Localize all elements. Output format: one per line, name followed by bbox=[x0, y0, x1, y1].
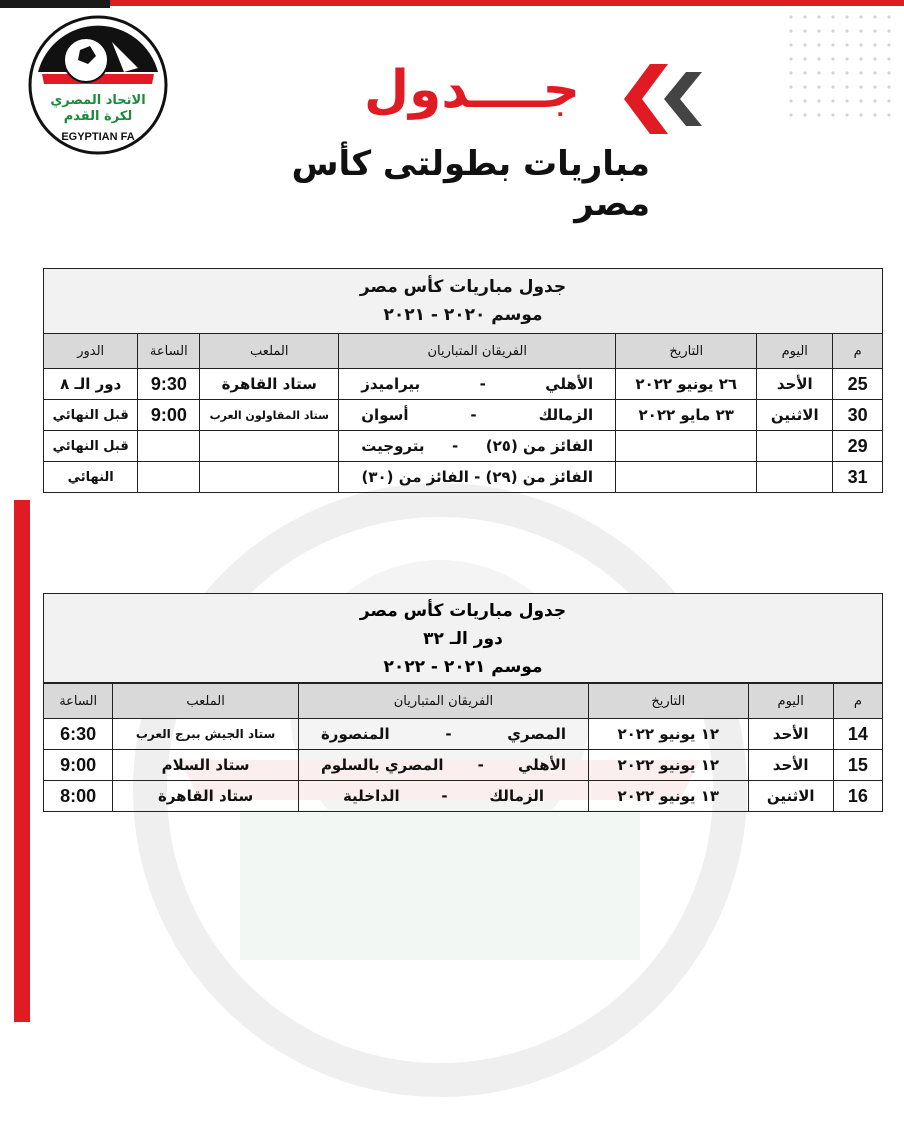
match-stadium: ستاد السلام bbox=[113, 750, 299, 781]
cup-table-2021-2022 bbox=[43, 683, 883, 812]
col-header-round: الدور bbox=[44, 334, 138, 369]
col-header-stadium: الملعب bbox=[113, 684, 299, 719]
match-date: ١٢ يونيو ٢٠٢٢ bbox=[588, 719, 748, 750]
table-row bbox=[44, 369, 883, 400]
match-stadium: ستاد القاهرة bbox=[200, 369, 339, 400]
team-away: المصري بالسلوم bbox=[320, 756, 444, 774]
match-num: 25 bbox=[833, 369, 883, 400]
col-header-day: اليوم bbox=[757, 334, 833, 369]
left-red-bar bbox=[14, 500, 30, 1022]
match-stadium: ستاد القاهرة bbox=[113, 781, 299, 812]
match-day bbox=[757, 431, 833, 462]
table1-caption-line2: موسم ٢٠٢٠ - ٢٠٢١ bbox=[383, 305, 543, 325]
team-separator: - bbox=[445, 725, 452, 743]
team-home: المصري bbox=[507, 725, 566, 743]
team-away: المنصورة bbox=[320, 725, 390, 743]
match-num: 29 bbox=[833, 431, 883, 462]
match-num: 16 bbox=[833, 781, 882, 812]
team-away: بيراميدز bbox=[361, 375, 421, 393]
table2-caption-line1: جدول مباريات كأس مصر bbox=[359, 601, 567, 621]
table-row bbox=[44, 431, 883, 462]
col-header-num: م bbox=[833, 334, 883, 369]
match-time: 9:30 bbox=[138, 369, 200, 400]
table-row bbox=[44, 719, 883, 750]
team-separator: - bbox=[470, 406, 477, 424]
match-date: ٢٣ مايو ٢٠٢٢ bbox=[616, 400, 757, 431]
col-header-num: م bbox=[833, 684, 882, 719]
table-row bbox=[44, 462, 883, 493]
col-header-teams: الفريقان المتباريان bbox=[339, 334, 616, 369]
egyptian-fa-logo bbox=[28, 12, 168, 158]
logo-ar-line1: الاتحاد المصري bbox=[50, 93, 146, 108]
table-row bbox=[44, 781, 883, 812]
match-stadium bbox=[200, 462, 339, 493]
logo-ar-line2: لكرة القدم bbox=[63, 109, 133, 124]
match-day: الأحد bbox=[748, 719, 833, 750]
match-day: الاثنين bbox=[748, 781, 833, 812]
match-round: قبل النهائي bbox=[44, 431, 138, 462]
logo-en: EGYPTIAN FA bbox=[61, 131, 135, 143]
match-time: 9:00 bbox=[138, 400, 200, 431]
decorative-dots bbox=[784, 10, 894, 120]
match-teams bbox=[339, 369, 616, 400]
col-header-time: الساعة bbox=[44, 684, 113, 719]
page-title: جــــدول bbox=[363, 60, 580, 120]
table2-caption bbox=[43, 593, 883, 683]
match-day bbox=[757, 462, 833, 493]
match-teams bbox=[298, 781, 588, 812]
team-separator: - bbox=[477, 756, 484, 774]
col-header-teams: الفريقان المتباريان bbox=[298, 684, 588, 719]
team-separator: - bbox=[479, 375, 486, 393]
match-day: الأحد bbox=[757, 369, 833, 400]
col-header-stadium: الملعب bbox=[200, 334, 339, 369]
match-date: ١٢ يونيو ٢٠٢٢ bbox=[588, 750, 748, 781]
match-time: 9:00 bbox=[44, 750, 113, 781]
col-header-day: اليوم bbox=[748, 684, 833, 719]
match-round: النهائي bbox=[44, 462, 138, 493]
match-date: ٢٦ يونيو ٢٠٢٢ bbox=[616, 369, 757, 400]
team-away: الداخلية bbox=[342, 787, 400, 805]
table1-caption-line1: جدول مباريات كأس مصر bbox=[359, 277, 567, 297]
team-home: الفائز من (٢٩) - الفائز من (٣٠) bbox=[361, 468, 593, 486]
team-away: بتروجيت bbox=[361, 437, 425, 455]
match-teams bbox=[339, 431, 616, 462]
top-red-bar bbox=[110, 0, 904, 6]
page-subtitle: مباريات بطولتى كأس مصر bbox=[291, 144, 650, 224]
match-time: 8:00 bbox=[44, 781, 113, 812]
table2-caption-line3: موسم ٢٠٢١ - ٢٠٢٢ bbox=[383, 657, 543, 677]
match-date: ١٣ يونيو ٢٠٢٢ bbox=[588, 781, 748, 812]
team-away: أسوان bbox=[361, 406, 409, 424]
table2-caption-line2: دور الـ ٣٢ bbox=[423, 629, 503, 649]
chevron-left-icon bbox=[620, 64, 712, 134]
match-time bbox=[138, 431, 200, 462]
col-header-date: التاريخ bbox=[588, 684, 748, 719]
match-time bbox=[138, 462, 200, 493]
match-time: 6:30 bbox=[44, 719, 113, 750]
match-num: 30 bbox=[833, 400, 883, 431]
match-date bbox=[616, 431, 757, 462]
match-teams bbox=[339, 462, 616, 493]
match-stadium: ستاد المقاولون العرب bbox=[200, 400, 339, 431]
match-stadium bbox=[200, 431, 339, 462]
match-num: 31 bbox=[833, 462, 883, 493]
match-round: قبل النهائي bbox=[44, 400, 138, 431]
match-date bbox=[616, 462, 757, 493]
match-stadium: ستاد الجيش ببرج العرب bbox=[113, 719, 299, 750]
team-separator: - bbox=[452, 437, 459, 455]
top-black-bar bbox=[0, 0, 110, 8]
match-day: الاثنين bbox=[757, 400, 833, 431]
match-num: 15 bbox=[833, 750, 882, 781]
team-home: الأهلي bbox=[517, 756, 566, 774]
match-teams bbox=[298, 750, 588, 781]
col-header-time: الساعة bbox=[138, 334, 200, 369]
col-header-date: التاريخ bbox=[616, 334, 757, 369]
team-home: الزمالك bbox=[538, 406, 594, 424]
match-num: 14 bbox=[833, 719, 882, 750]
match-teams bbox=[339, 400, 616, 431]
team-home: الزمالك bbox=[489, 787, 544, 805]
cup-table-2020-2021 bbox=[43, 268, 883, 493]
match-teams bbox=[298, 719, 588, 750]
match-round: دور الـ ٨ bbox=[44, 369, 138, 400]
team-home: الأهلي bbox=[545, 375, 594, 393]
table-row bbox=[44, 750, 883, 781]
table1-header-row bbox=[44, 334, 883, 369]
team-home: الفائز من (٢٥) bbox=[485, 437, 594, 455]
table1-caption bbox=[44, 269, 883, 334]
table-row bbox=[44, 400, 883, 431]
match-day: الأحد bbox=[748, 750, 833, 781]
team-separator: - bbox=[441, 787, 448, 805]
table2-header-row bbox=[44, 684, 883, 719]
